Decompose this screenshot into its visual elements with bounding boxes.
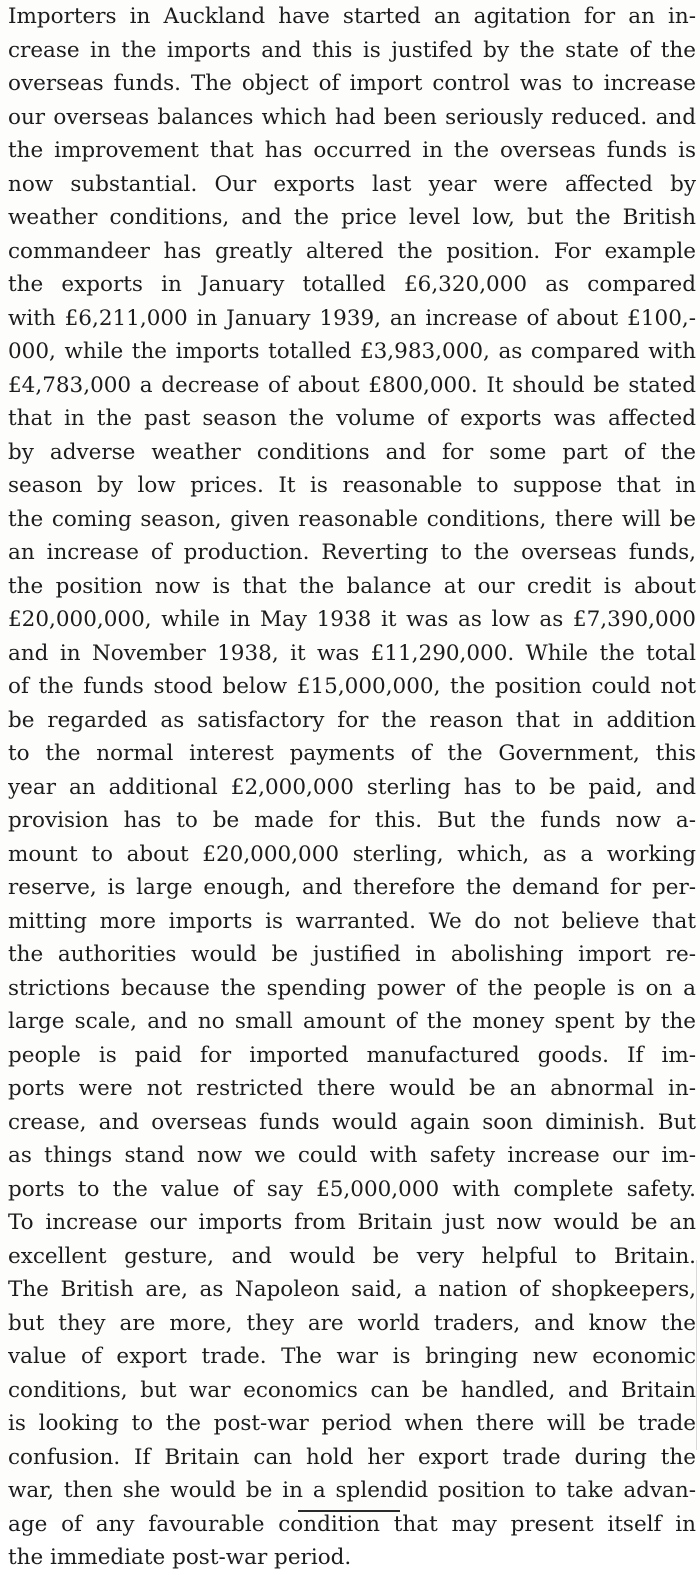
text-line: excellent gesture, and would be very helpful to Britain. — [8, 1243, 696, 1269]
text-line: ports were not restricted there would be an abnormal in- — [8, 1076, 696, 1101]
text-line: be regarded as satisfactory for the reason that in addition — [8, 707, 696, 733]
text-line: £4,783,000 a decrease of about £800,000. It should be stated — [8, 372, 696, 398]
text-line: reserve, is large enough, and therefore the demand for per- — [8, 875, 696, 900]
text-line: with £6,211,000 in January 1939, an increase of about £100,- — [8, 305, 696, 331]
text-line: as things stand now we could with safety increase our im- — [8, 1143, 696, 1168]
text-line: but they are more, they are world traders, and know the — [8, 1310, 696, 1336]
text-line: the exports in January totalled £6,320,000 as compared — [8, 272, 696, 297]
text-line: that in the past season the volume of exports was affected — [8, 406, 696, 431]
text-line: now substantial. Our exports last year were affected by — [8, 171, 696, 197]
text-line: is looking to the post-war period when there will be trade — [8, 1411, 696, 1436]
text-line: mount to about £20,000,000 sterling, which, as a working — [8, 841, 696, 867]
article-body — [8, 0, 696, 1575]
text-line: the coming season, given reasonable conditions, there will be — [8, 506, 696, 532]
text-line: crease, and overseas funds would again soon diminish. But — [8, 1109, 696, 1135]
text-line: war, then she would be in a splendid position to take advan- — [8, 1478, 696, 1503]
text-line: age of any favourable condition that may present itself in — [8, 1511, 696, 1537]
text-line: to the normal interest payments of the Government, this — [8, 741, 696, 766]
text-line: and in November 1938, it was £11,290,000. While the total — [8, 640, 696, 666]
text-line: confusion. If Britain can hold her export trade during the — [8, 1444, 696, 1470]
text-line: large scale, and no small amount of the money spent by the — [8, 1009, 696, 1034]
text-line: year an additional £2,000,000 sterling has to be paid, and — [8, 774, 696, 800]
text-line: ports to the value of say £5,000,000 with complete safety. — [8, 1176, 696, 1202]
text-line: overseas funds. The object of import control was to increase — [8, 71, 696, 96]
text-line: 000, while the imports totalled £3,983,000, as compared with — [8, 339, 696, 364]
section-divider-rule — [298, 1510, 400, 1512]
text-line: provision has to be made for this. But the funds now a- — [8, 808, 696, 833]
text-line-last: the immediate post-war period. — [8, 1545, 352, 1570]
text-line: of the funds stood below £15,000,000, the position could not — [8, 674, 696, 699]
text-line: value of export trade. The war is bringing new economic — [8, 1344, 696, 1369]
text-line: an increase of production. Reverting to the overseas funds, — [8, 540, 696, 565]
text-line: people is paid for imported manufactured goods. If im- — [8, 1042, 696, 1068]
text-line: £20,000,000, while in May 1938 it was as low as £7,390,000 — [8, 607, 696, 632]
text-line: the position now is that the balance at our credit is about — [8, 573, 696, 599]
text-line: season by low prices. It is reasonable to suppose that in — [8, 473, 696, 498]
text-line: our overseas balances which had been seriously reduced. and — [8, 104, 696, 130]
text-line: the improvement that has occurred in the overseas funds is — [8, 138, 696, 163]
text-line: The British are, as Napoleon said, a nation of shopkeepers, — [8, 1277, 696, 1302]
text-line: strictions because the spending power of the people is on a — [8, 975, 696, 1001]
text-line: weather conditions, and the price level low, but the British — [8, 205, 696, 230]
text-line: crease in the imports and this is justifed by the state of the — [8, 37, 696, 63]
text-line: mitting more imports is warranted. We do not believe that — [8, 908, 696, 934]
column-edge-line — [696, 1260, 697, 1450]
text-line: commandeer has greatly altered the position. For example — [8, 238, 696, 264]
text-line: To increase our imports from Britain just now would be an — [8, 1210, 696, 1235]
text-line: Importers in Auckland have started an agitation for an in- — [8, 4, 696, 29]
text-line: conditions, but war economics can be handled, and Britain — [8, 1377, 696, 1403]
text-line: the authorities would be justified in abolishing import re- — [8, 942, 696, 967]
text-line: by adverse weather conditions and for some part of the — [8, 439, 696, 465]
